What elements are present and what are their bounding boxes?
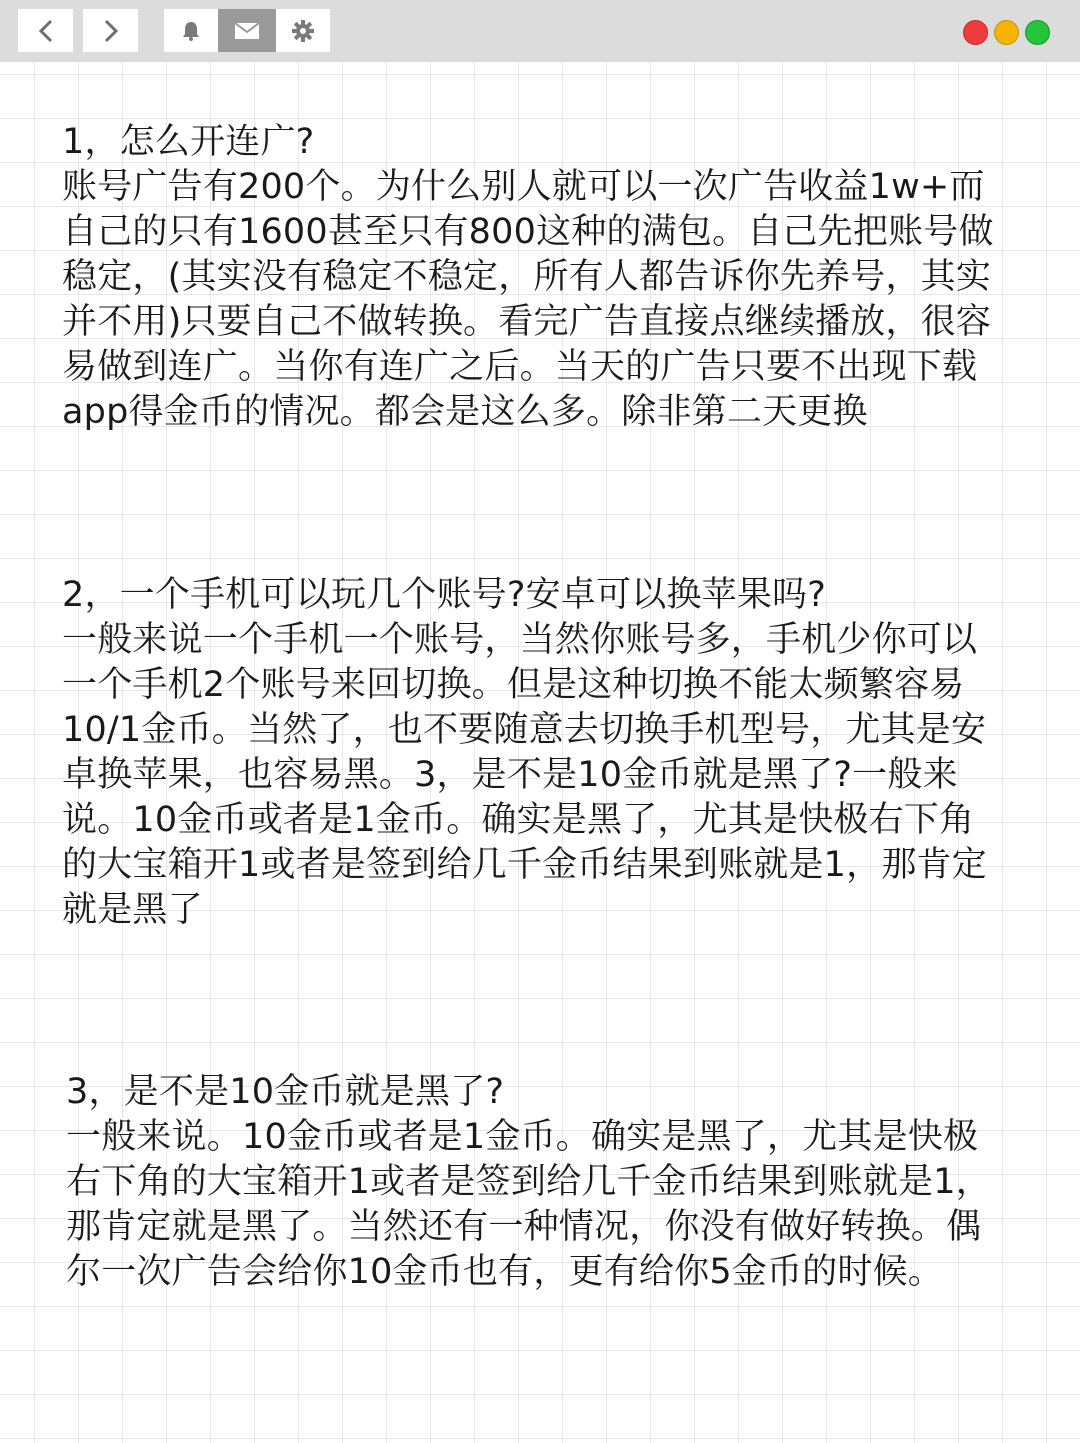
window-close-button[interactable] [963, 20, 988, 45]
notifications-button[interactable] [164, 9, 218, 52]
question-title: 2，一个手机可以玩几个账号?安卓可以换苹果吗? [62, 575, 827, 615]
settings-button[interactable] [276, 9, 330, 52]
mail-button[interactable] [218, 9, 276, 52]
chevron-left-icon [35, 18, 57, 44]
mail-icon [234, 22, 260, 40]
qa-section-1 [62, 120, 997, 435]
answer-text: 账号广告有200个。为什么别人就可以一次广告收益1w+而自己的只有1600甚至只有800这种的满包。自己先把账号做稳定，(其实没有稳定不稳定，所有人都告诉你先养号，其实并不用)只要自己不做转换。看完广告直接点继续播放，很容易做到连广。当你有连广之后。当天的广告只要不出现下载app得金币的情况。都会是这么多。除非第二天更换 [62, 167, 994, 432]
qa-section-2 [62, 573, 997, 933]
chevron-right-icon [100, 18, 122, 44]
bell-icon [180, 20, 202, 42]
forward-button[interactable] [83, 9, 138, 52]
window-maximize-button[interactable] [1025, 20, 1050, 45]
question-title: 1，怎么开连广? [62, 122, 315, 162]
question-title: 3，是不是10金币就是黑了? [66, 1072, 505, 1112]
window-toolbar [0, 0, 1080, 62]
back-button[interactable] [18, 9, 73, 52]
gear-icon [291, 19, 315, 43]
qa-section-3 [66, 1070, 996, 1295]
window-minimize-button[interactable] [994, 20, 1019, 45]
answer-text: 一般来说一个手机一个账号，当然你账号多，手机少你可以一个手机2个账号来回切换。但是这种切换不能太频繁容易10/1金币。当然了，也不要随意去切换手机型号，尤其是安卓换苹果，也容易黑。3，是不是10金币就是黑了?一般来说。10金币或者是1金币。确实是黑了，尤其是快极右下角的大宝箱开1或者是签到给几千金币结果到账就是1，那肯定就是黑了 [62, 620, 987, 930]
answer-text: 一般来说。10金币或者是1金币。确实是黑了，尤其是快极右下角的大宝箱开1或者是签到给几千金币结果到账就是1，那肯定就是黑了。当然还有一种情况，你没有做好转换。偶尔一次广告会给你10金币也有，更有给你5金币的时候。 [66, 1117, 991, 1292]
grid-paper-content [0, 62, 1080, 1443]
